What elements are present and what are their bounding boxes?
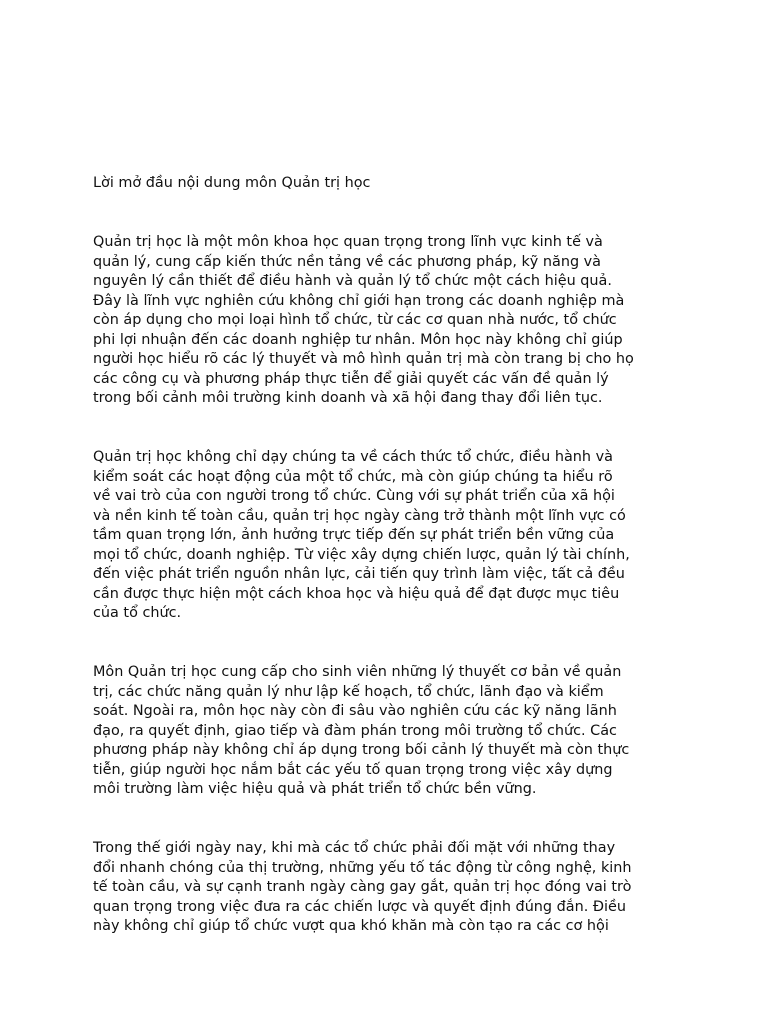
- paragraph-1: [93, 233, 634, 409]
- paragraph-line: của tổ chức.: [93, 605, 182, 621]
- paragraph-line: này không chỉ giúp tổ chức vượt qua khó khăn mà còn tạo ra các cơ hội: [93, 918, 609, 934]
- paragraph-4: [93, 839, 632, 937]
- paragraph-line: trong bối cảnh môi trường kinh doanh và xã hội đang thay đổi liên tục.: [93, 390, 603, 406]
- paragraph-3: [93, 663, 629, 800]
- paragraph-line: đổi nhanh chóng của thị trường, những yếu tố tác động từ công nghệ, kinh: [93, 859, 632, 876]
- paragraph-line: Quản trị học không chỉ dạy chúng ta về cách thức tổ chức, điều hành và: [93, 449, 613, 465]
- paragraph-line: quản lý, cung cấp kiến thức nền tảng về các phương pháp, kỹ năng và: [93, 253, 602, 270]
- paragraph-line: nguyên lý cần thiết để điều hành và quản lý tổ chức một cách hiệu quả.: [93, 273, 612, 289]
- paragraph-line: Đây là lĩnh vực nghiên cứu không chỉ giới hạn trong các doanh nghiệp mà: [93, 292, 625, 309]
- paragraph-line: soát. Ngoài ra, môn học này còn đi sâu vào nghiên cứu các kỹ năng lãnh: [93, 703, 617, 719]
- paragraph-line: người học hiểu rõ các lý thuyết và mô hình quản trị mà còn trang bị cho họ: [93, 351, 634, 367]
- paragraph-line: và nền kinh tế toàn cầu, quản trị học ngày càng trở thành một lĩnh vực có: [93, 507, 626, 524]
- paragraph-line: tầm quan trọng lớn, ảnh hưởng trực tiếp đến sự phát triển bền vững của: [93, 527, 615, 543]
- paragraph-line: Môn Quản trị học cung cấp cho sinh viên những lý thuyết cơ bản về quản: [93, 664, 622, 680]
- paragraph-line: tiễn, giúp người học nắm bắt các yếu tố quan trọng trong việc xây dựng: [93, 761, 613, 778]
- paragraph-line: quan trọng trong việc đưa ra các chiến lược và quyết định đúng đắn. Điều: [93, 898, 626, 915]
- paragraph-line: kiểm soát các hoạt động của một tổ chức, mà còn giúp chúng ta hiểu rõ: [93, 468, 613, 485]
- paragraph-line: về vai trò của con người trong tổ chức. Cùng với sự phát triển của xã hội: [93, 488, 615, 504]
- paragraph-line: phương pháp này không chỉ áp dụng trong bối cảnh lý thuyết mà còn thực: [93, 742, 630, 758]
- document-title: Lời mở đầu nội dung môn Quản trị học: [93, 175, 371, 191]
- paragraph-line: trị, các chức năng quản lý như lập kế hoạch, tổ chức, lãnh đạo và kiểm: [93, 683, 604, 700]
- paragraph-2: [93, 448, 630, 624]
- paragraph-line: đến việc phát triển nguồn nhân lực, cải tiến quy trình làm việc, tất cả đều: [93, 566, 625, 582]
- paragraph-line: mọi tổ chức, doanh nghiệp. Từ việc xây dựng chiến lược, quản lý tài chính,: [93, 546, 630, 563]
- paragraph-line: các công cụ và phương pháp thực tiễn để giải quyết các vấn đề quản lý: [93, 370, 609, 387]
- paragraph-line: Quản trị học là một môn khoa học quan trọng trong lĩnh vực kinh tế và: [93, 234, 603, 250]
- paragraph-line: môi trường làm việc hiệu quả và phát triển tổ chức bền vững.: [93, 781, 537, 797]
- paragraph-line: đạo, ra quyết định, giao tiếp và đàm phán trong môi trường tổ chức. Các: [93, 722, 617, 739]
- paragraph-line: cần được thực hiện một cách khoa học và hiệu quả để đạt được mục tiêu: [93, 585, 620, 602]
- paragraph-line: Trong thế giới ngày nay, khi mà các tổ chức phải đối mặt với những thay: [93, 840, 616, 856]
- paragraph-line: còn áp dụng cho mọi loại hình tổ chức, từ các cơ quan nhà nước, tổ chức: [93, 312, 617, 328]
- paragraph-line: phi lợi nhuận đến các doanh nghiệp tư nhân. Môn học này không chỉ giúp: [93, 331, 623, 348]
- paragraph-line: tế toàn cầu, và sự cạnh tranh ngày càng gay gắt, quản trị học đóng vai trò: [93, 879, 632, 895]
